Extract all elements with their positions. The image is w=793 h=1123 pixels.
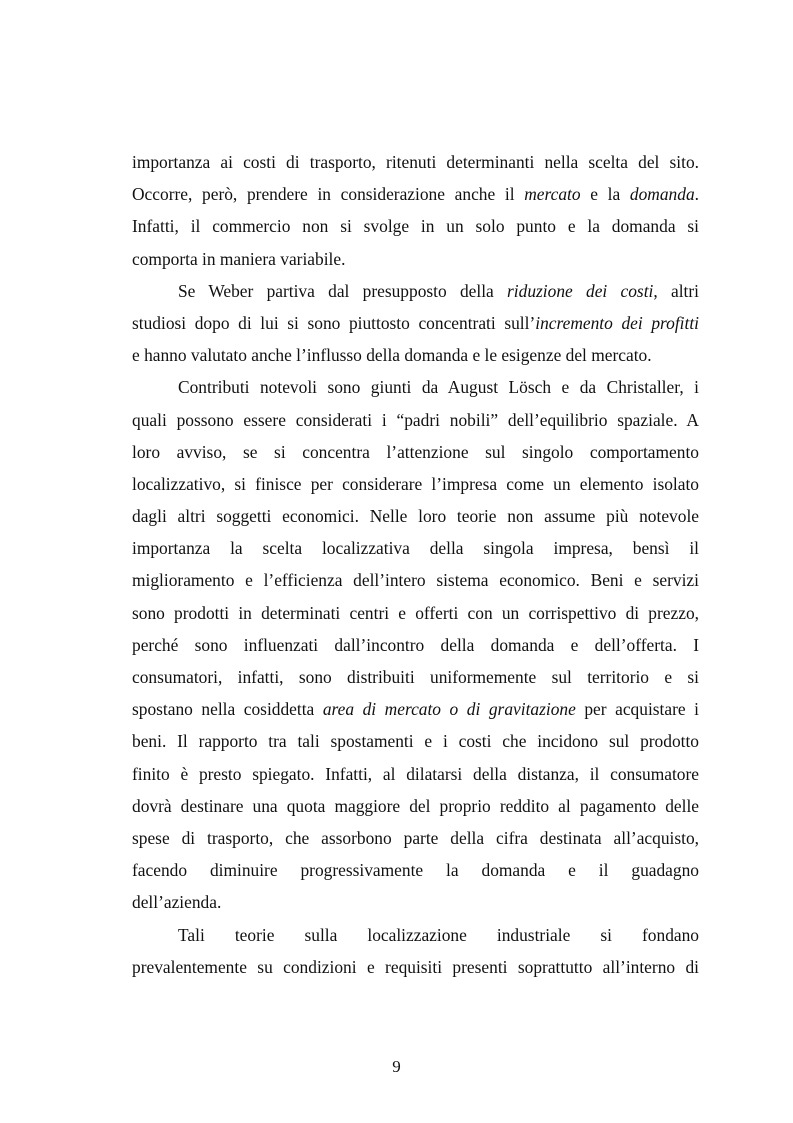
text-line: finito è presto spiegato. Infatti, al dilatarsi della distanza, il consumatore — [132, 763, 699, 784]
text-line: e hanno valutato anche l’influsso della domanda e le esigenze del mercato. — [132, 345, 652, 366]
text-line: consumatori, infatti, sono distribuiti uniformemente sul territorio e si — [132, 667, 699, 687]
text-line: Contributi notevoli sono giunti da August Lösch e da Christaller, i — [178, 377, 699, 398]
italic-term: domanda — [629, 184, 695, 205]
text-line: miglioramento e l’efficienza dell’intero sistema economico. Beni e servizi — [132, 570, 699, 591]
text-line: importanza ai costi di trasporto, ritenuti determinanti nella scelta del sito. — [132, 152, 699, 172]
text-line: beni. Il rapporto tra tali spostamenti e i costi che incidono sul prodotto — [132, 731, 699, 752]
body-text — [132, 146, 699, 983]
page-number: 9 — [392, 1057, 401, 1076]
text-line: Tali teorie sulla localizzazione industriale si fondano — [178, 924, 699, 945]
italic-term: mercato — [524, 184, 581, 205]
text-line: sono prodotti in determinati centri e offerti con un corrispettivo di prezzo, — [132, 602, 699, 623]
text-line: dovrà destinare una quota maggiore del proprio reddito al pagamento delle — [132, 795, 699, 816]
text-line: facendo diminuire progressivamente la domanda e il guadagno — [132, 860, 699, 881]
text-line: spostano nella cosiddetta area di mercato o di gravitazione per acquistare i — [132, 699, 699, 720]
text-line: Occorre, però, prendere in considerazione anche il mercato e la domanda. — [132, 184, 699, 205]
text-line: spese di trasporto, che assorbono parte della cifra destinata all’acquisto, — [132, 827, 699, 848]
italic-term: riduzione dei costi — [507, 280, 654, 301]
text-line: prevalentemente su condizioni e requisiti presenti soprattutto all’interno di — [132, 956, 699, 977]
text-line: Infatti, il commercio non si svolge in un solo punto e la domanda si — [132, 216, 699, 237]
text-line: importanza la scelta localizzativa della singola impresa, bensì il — [132, 538, 699, 559]
text-line: Se Weber partiva dal presupposto della riduzione dei costi, altri — [178, 280, 699, 301]
text-line: dagli altri soggetti economici. Nelle loro teorie non assume più notevole — [132, 506, 699, 527]
text-line: localizzativo, si finisce per considerare l’impresa come un elemento isolato — [132, 473, 699, 494]
text-line: comporta in maniera variabile. — [132, 248, 346, 269]
text-line: loro avviso, se si concentra l’attenzione sul singolo comportamento — [132, 441, 699, 462]
text-line: dell’azienda. — [132, 892, 222, 913]
text-line: studiosi dopo di lui si sono piuttosto concentrati sull’incremento dei profitti — [132, 312, 699, 333]
text-line: perché sono influenzati dall’incontro della domanda e dell’offerta. I — [132, 634, 699, 655]
italic-term: incremento dei profitti — [535, 312, 699, 333]
text-line: quali possono essere considerati i “padri nobili” dell’equilibrio spaziale. A — [132, 409, 699, 430]
italic-term: area di mercato o di gravitazione — [322, 699, 576, 720]
